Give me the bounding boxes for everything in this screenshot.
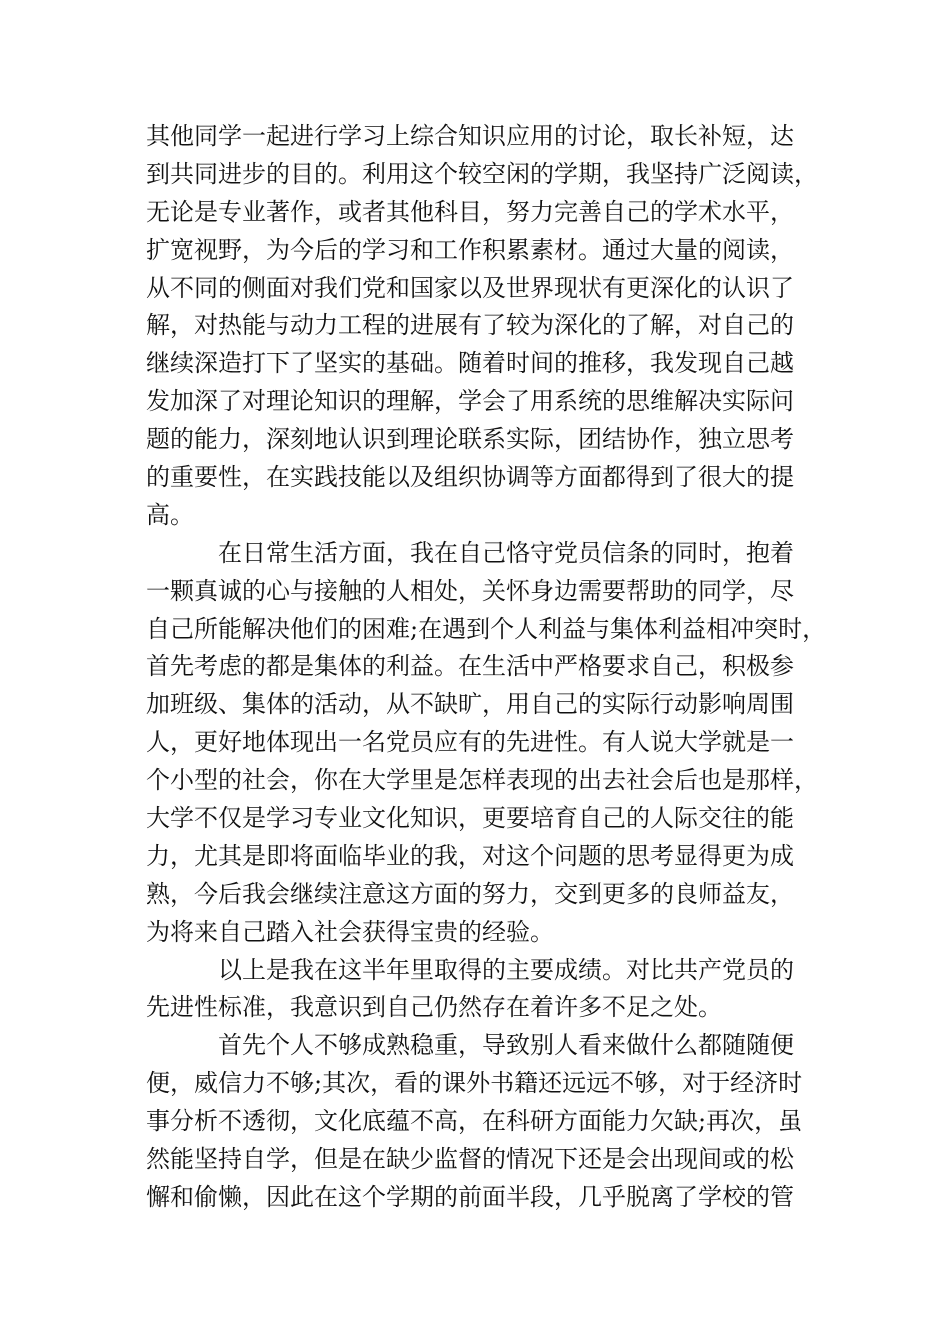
text-line: 扩宽视野，为今后的学习和工作积累素材。通过大量的阅读， [146,235,794,264]
text-line: 个小型的社会，你在大学里是怎样表现的出去社会后也是那样， [146,766,818,795]
text-line: 然能坚持自学，但是在缺少监督的情况下还是会出现间或的松 [146,1145,794,1174]
paragraph-first-line: 在日常生活方面，我在自己恪守党员信条的同时，抱着 [218,538,794,567]
text-line: 的重要性，在实践技能以及组织协调等方面都得到了很大的提 [146,463,794,492]
text-line: 其他同学一起进行学习上综合知识应用的讨论，取长补短，达 [146,122,794,150]
text-line: 懈和偷懒，因此在这个学期的前面半段，几乎脱离了学校的管 [146,1182,794,1211]
text-line: 题的能力，深刻地认识到理论联系实际，团结协作，独立思考 [146,425,794,454]
text-line: 高。 [146,500,194,529]
text-line: 人，更好地体现出一名党员应有的先进性。有人说大学就是一 [146,728,794,757]
text-line: 解，对热能与动力工程的进展有了较为深化的了解，对自己的 [146,311,794,340]
text-line: 事分析不透彻，文化底蕴不高，在科研方面能力欠缺;再次，虽 [146,1107,803,1136]
text-line: 大学不仅是学习专业文化知识，更要培育自己的人际交往的能 [146,804,794,833]
text-line: 一颗真诚的心与接触的人相处，关怀身边需要帮助的同学，尽 [146,576,794,605]
text-line: 力，尤其是即将面临毕业的我，对这个问题的思考显得更为成 [146,841,794,870]
text-line: 继续深造打下了坚实的基础。随着时间的推移，我发现自己越 [146,349,794,378]
text-line: 到共同进步的目的。利用这个较空闲的学期，我坚持广泛阅读， [146,159,818,188]
text-line: 无论是专业著作，或者其他科目，努力完善自己的学术水平， [146,197,794,226]
text-line: 便，威信力不够;其次，看的课外书籍还远远不够，对于经济时 [146,1069,803,1098]
text-line: 为将来自己踏入社会获得宝贵的经验。 [146,917,554,946]
text-line: 熟，今后我会继续注意这方面的努力，交到更多的良师益友， [146,879,794,908]
text-line: 首先考虑的都是集体的利益。在生活中严格要求自己，积极参 [146,652,794,681]
text-line: 发加深了对理论知识的理解，学会了用系统的思维解决实际问 [146,387,794,416]
document-body [146,118,826,1217]
paragraph-first-line: 首先个人不够成熟稳重，导致别人看来做什么都随随便 [218,1031,794,1060]
paragraph-first-line: 以上是我在这半年里取得的主要成绩。对比共产党员的 [218,955,794,984]
text-line: 自己所能解决他们的困难;在遇到个人利益与集体利益相冲突时， [146,614,827,643]
text-line: 加班级、集体的活动，从不缺旷，用自己的实际行动影响周围 [146,690,794,719]
text-line: 先进性标准，我意识到自己仍然存在着许多不足之处。 [146,993,722,1022]
text-line: 从不同的侧面对我们党和国家以及世界现状有更深化的认识了 [146,273,794,302]
